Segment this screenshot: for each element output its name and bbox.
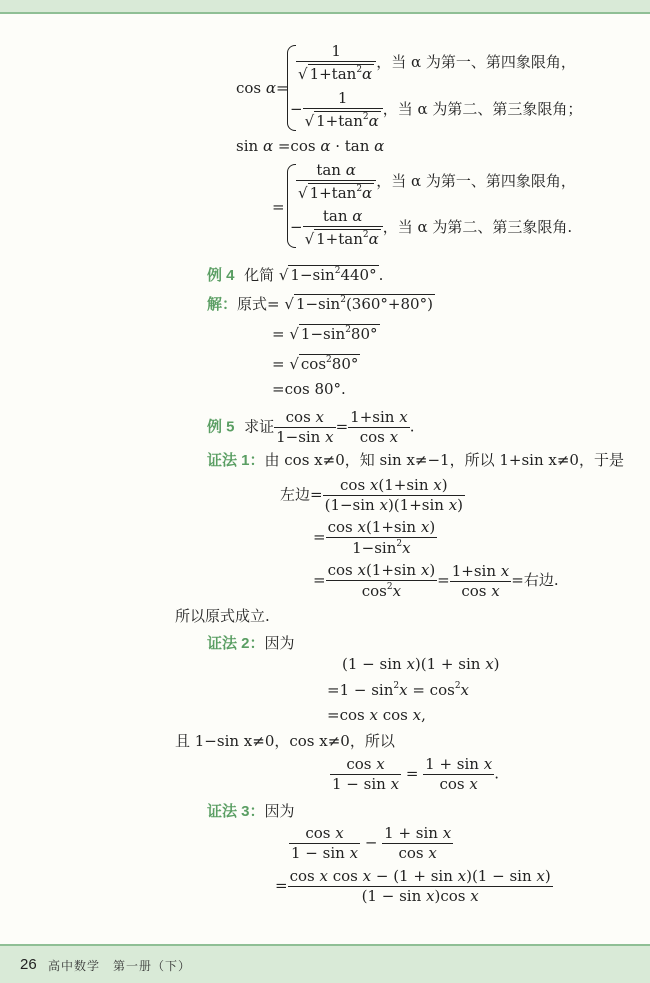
proof1-step-2: = $\frac{\text{cos x(1+sin x)}}{1-\sin^2x}$ <box>313 518 436 557</box>
sin-case-2: − $\frac{\text{tan α}}{√ 1+\tan^2\alpha}$ ，当 α 为第二、第三象限角. <box>290 207 573 248</box>
example4-line: 例 4 化简 √ $1-\sin^2440^\circ$ . <box>207 266 384 284</box>
proof2-condition: 且 1−sin x≠0，cos x≠0，所以 <box>175 732 395 750</box>
example5-line: 例 5 求证 $\frac{\text{cos x}}{\text{1−sin x}}$ = $\frac{\text{1+sin x}}{\text{cos x}}$ . <box>207 408 415 446</box>
solution-line-1: 解：原式= √ $1-\sin^2(360^\circ+80^\circ)$ <box>207 295 433 313</box>
book-title: 高中数学 第一册（下） <box>48 959 192 973</box>
proof3-step-1: $\frac{\text{cos x}}{\text{1 − sin x}}$ − $\frac{\text{1 + sin x}}{\text{cos x}}$ <box>291 824 452 862</box>
proof2-step-1: (1 − sin x)(1 + sin x) <box>342 655 500 673</box>
conclusion-line: 所以原式成立. <box>175 607 270 625</box>
cos-alpha-label: cos α= <box>236 79 289 97</box>
proof2-line: 证法 2：因为 <box>207 634 295 652</box>
page-number: 26 <box>20 956 37 973</box>
proof2-result: $\frac{\text{cos x}}{\text{1 − sin x}}$ = $\frac{\text{1 + sin x}}{\text{cos x}}$ . <box>332 755 499 793</box>
cos-case-2: − $\frac{1}{√ 1+\tan^2\alpha}$ ，当 α 为第二、第三象限角； <box>290 89 583 130</box>
solution-line-4: =cos 80°. <box>272 380 346 398</box>
solution-line-2: = √ $1-\sin^280^\circ$ <box>272 325 378 343</box>
solution-line-3: = √ $\cos^280^\circ$ <box>272 355 359 373</box>
top-rule <box>0 12 650 14</box>
sin-alpha-eq: sin α =cos α · tan α <box>236 137 385 155</box>
proof1-line: 证法 1：由 cos x≠0，知 sin x≠−1，所以 1+sin x≠0，于是 <box>207 451 624 469</box>
proof3-step-2: = $\frac{\text{cos x cos x − (1 + sin x)(1 − sin x)}}{\text{(1 − sin x)cos x}}$ <box>275 867 551 905</box>
proof2-step-3: =cos x cos x, <box>327 706 426 724</box>
top-band <box>0 0 650 12</box>
proof2-step-2: $=1 - \sin^2x = \cos^2x$ <box>327 681 470 699</box>
proof3-line: 证法 3：因为 <box>207 802 295 820</box>
sin-case-1: $\frac{\text{tan α}}{√ 1+\tan^2\alpha}$ ，当 α 为第一、第四象限角， <box>298 161 576 202</box>
cos-case-1: $\frac{1}{√ 1+\tan^2\alpha}$ ，当 α 为第一、第四象限角， <box>298 42 576 83</box>
proof1-step-3: = $\frac{\text{cos x(1+sin x)}}{\cos^2x}$ = $\frac{\text{1+sin x}}{\text{cos x}}$ =右边. <box>313 561 559 600</box>
proof1-step-1: 左边= $\frac{\text{cos x(1+sin x)}}{\text{(1−sin x)(1+sin x)}}$ <box>280 476 464 514</box>
page-footer <box>0 944 650 983</box>
equals-sign: = <box>272 198 285 216</box>
